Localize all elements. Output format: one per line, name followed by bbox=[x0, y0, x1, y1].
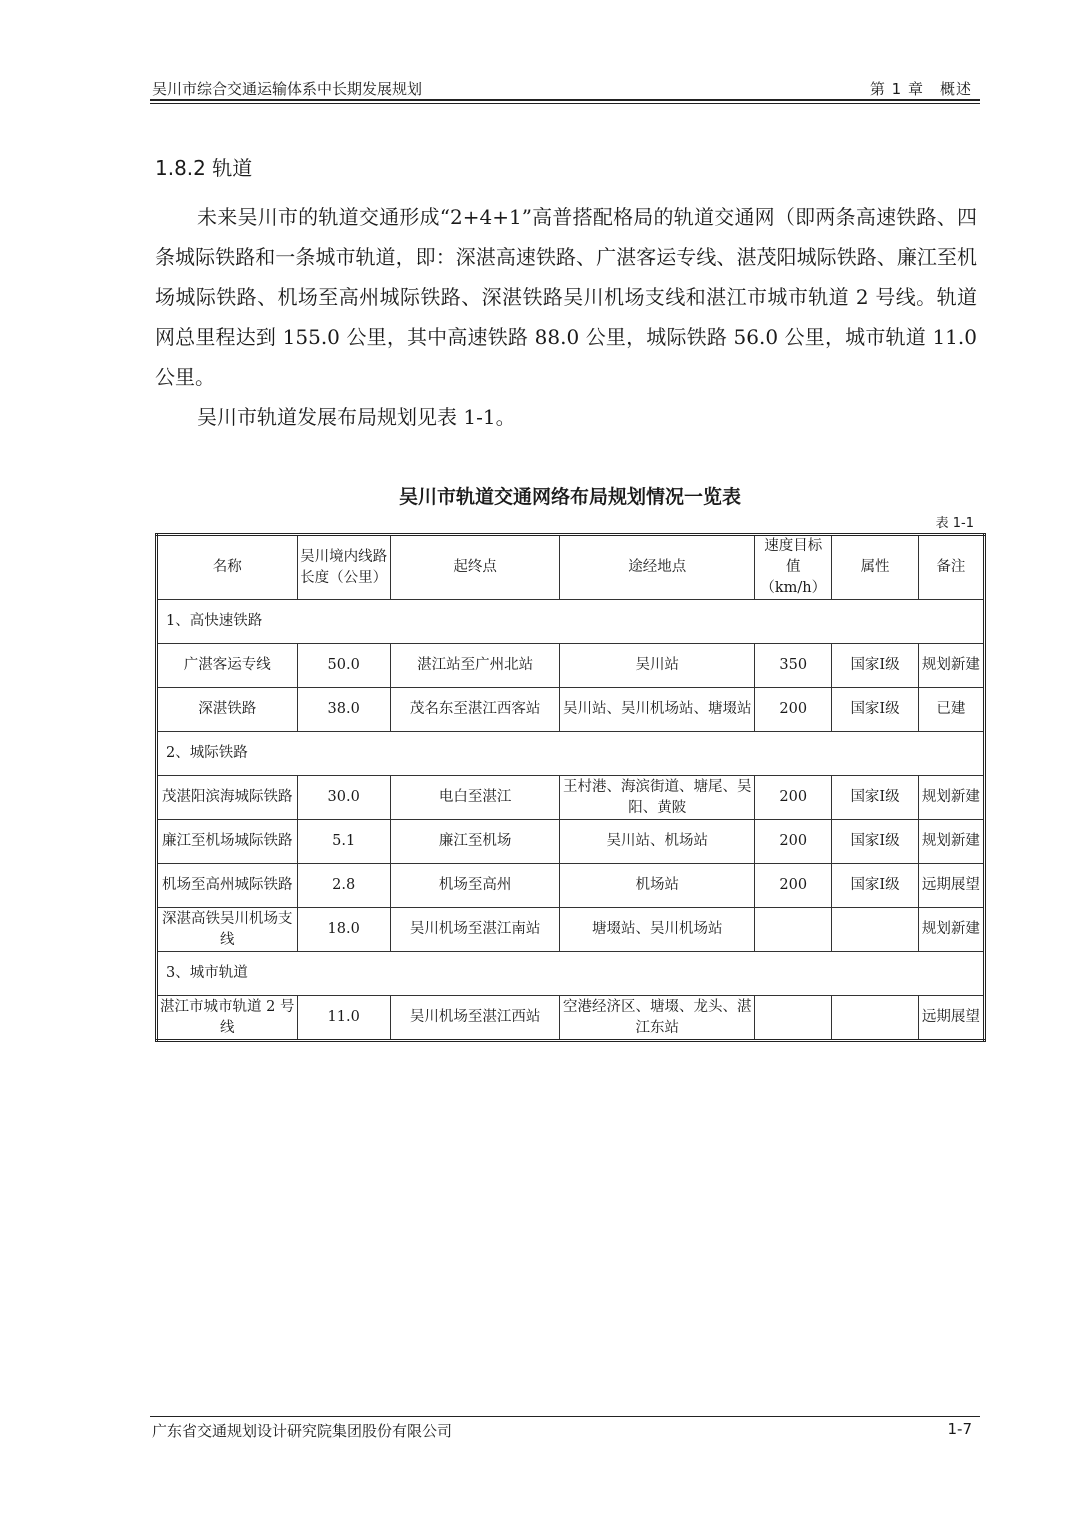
cell-attribute bbox=[832, 908, 918, 952]
cell-attribute bbox=[832, 996, 918, 1041]
chapter-label: 第 1 章 概述 bbox=[869, 80, 972, 98]
cell-speed bbox=[755, 996, 832, 1041]
page-number: 1-7 bbox=[947, 1420, 972, 1438]
rail-network-table bbox=[155, 533, 986, 1042]
cell-attribute: 国家Ⅰ级 bbox=[832, 776, 918, 820]
cell-endpoints: 吴川机场至湛江南站 bbox=[390, 908, 560, 952]
cell-note: 规划新建 bbox=[918, 644, 984, 688]
document-title: 吴川市综合交通运输体系中长期发展规划 bbox=[152, 80, 423, 98]
group-label: 3、城市轨道 bbox=[157, 952, 985, 996]
cell-length: 50.0 bbox=[297, 644, 390, 688]
cell-name: 廉江至机场城际铁路 bbox=[157, 820, 298, 864]
group-label: 1、高快速铁路 bbox=[157, 600, 985, 644]
page-header bbox=[150, 76, 980, 100]
group-row bbox=[157, 732, 985, 776]
cell-via: 空港经济区、塘㙍、龙头、湛江东站 bbox=[560, 996, 755, 1041]
cell-endpoints: 吴川机场至湛江西站 bbox=[390, 996, 560, 1041]
group-label: 2、城际铁路 bbox=[157, 732, 985, 776]
cell-via: 塘㙍站、吴川机场站 bbox=[560, 908, 755, 952]
cell-speed: 200 bbox=[755, 864, 832, 908]
header-name: 名称 bbox=[157, 535, 298, 600]
cell-length: 30.0 bbox=[297, 776, 390, 820]
cell-length: 18.0 bbox=[297, 908, 390, 952]
cell-speed: 200 bbox=[755, 820, 832, 864]
cell-endpoints: 廉江至机场 bbox=[390, 820, 560, 864]
cell-speed: 200 bbox=[755, 776, 832, 820]
cell-note: 规划新建 bbox=[918, 776, 984, 820]
cell-endpoints: 湛江站至广州北站 bbox=[390, 644, 560, 688]
table-row bbox=[157, 688, 985, 732]
header-rule bbox=[150, 99, 980, 101]
cell-via: 机场站 bbox=[560, 864, 755, 908]
header-rule-thin bbox=[150, 103, 980, 104]
cell-speed: 350 bbox=[755, 644, 832, 688]
table-header-row bbox=[157, 535, 985, 600]
header-endpoints: 起终点 bbox=[390, 535, 560, 600]
cell-endpoints: 电白至湛江 bbox=[390, 776, 560, 820]
cell-name: 茂湛阳滨海城际铁路 bbox=[157, 776, 298, 820]
cell-attribute: 国家Ⅰ级 bbox=[832, 644, 918, 688]
cell-note: 远期展望 bbox=[918, 864, 984, 908]
cell-note: 规划新建 bbox=[918, 820, 984, 864]
cell-speed: 200 bbox=[755, 688, 832, 732]
cell-name: 深湛铁路 bbox=[157, 688, 298, 732]
table-row bbox=[157, 864, 985, 908]
cell-attribute: 国家Ⅰ级 bbox=[832, 820, 918, 864]
cell-length: 11.0 bbox=[297, 996, 390, 1041]
cell-attribute: 国家Ⅰ级 bbox=[832, 688, 918, 732]
table-number: 表 1-1 bbox=[935, 516, 974, 531]
header-speed: 速度目标值（km/h） bbox=[755, 535, 832, 600]
cell-name: 机场至高州城际铁路 bbox=[157, 864, 298, 908]
table-row bbox=[157, 644, 985, 688]
group-row bbox=[157, 952, 985, 996]
cell-name: 广湛客运专线 bbox=[157, 644, 298, 688]
cell-via: 吴川站、吴川机场站、塘㙍站 bbox=[560, 688, 755, 732]
cell-via: 吴川站 bbox=[560, 644, 755, 688]
cell-length: 2.8 bbox=[297, 864, 390, 908]
table-row bbox=[157, 820, 985, 864]
cell-length: 38.0 bbox=[297, 688, 390, 732]
cell-endpoints: 茂名东至湛江西客站 bbox=[390, 688, 560, 732]
cell-speed bbox=[755, 908, 832, 952]
table-title: 吴川市轨道交通网络布局规划情况一览表 bbox=[398, 486, 741, 508]
cell-endpoints: 机场至高州 bbox=[390, 864, 560, 908]
table-row bbox=[157, 908, 985, 952]
body-paragraph: 吴川市轨道发展布局规划见表 1-1。 bbox=[197, 405, 516, 429]
cell-via: 吴川站、机场站 bbox=[560, 820, 755, 864]
header-via: 途经地点 bbox=[560, 535, 755, 600]
header-length: 吴川境内线路长度（公里） bbox=[297, 535, 390, 600]
page-footer bbox=[150, 1420, 980, 1442]
header-note: 备注 bbox=[918, 535, 984, 600]
cell-name: 湛江市城市轨道 2 号线 bbox=[157, 996, 298, 1041]
cell-name: 深湛高铁吴川机场支线 bbox=[157, 908, 298, 952]
cell-note: 规划新建 bbox=[918, 908, 984, 952]
table-row bbox=[157, 776, 985, 820]
table-row bbox=[157, 996, 985, 1041]
section-heading: 1.8.2 轨道 bbox=[155, 156, 253, 180]
group-row bbox=[157, 600, 985, 644]
cell-note: 远期展望 bbox=[918, 996, 984, 1041]
company-name: 广东省交通规划设计研究院集团股份有限公司 bbox=[152, 1422, 453, 1440]
cell-length: 5.1 bbox=[297, 820, 390, 864]
footer-rule bbox=[150, 1416, 980, 1417]
header-attribute: 属性 bbox=[832, 535, 918, 600]
cell-via: 王村港、海滨街道、塘尾、吴阳、黄陂 bbox=[560, 776, 755, 820]
cell-note: 已建 bbox=[918, 688, 984, 732]
cell-attribute: 国家Ⅰ级 bbox=[832, 864, 918, 908]
body-paragraph: 未来吴川市的轨道交通形成“2+4+1”高普搭配格局的轨道交通网（即两条高速铁路、四条城际铁路和一条城市轨道，即：深湛高速铁路、广湛客运专线、湛茂阳城际铁路、廉江至机场城际铁路、机场至高州城际铁路、深湛铁路吴川机场支线和湛江市城市轨道 2 号线。轨道网总里程达到 155.0 公里，其中高速铁路 88.0 公里，城际铁路 56.0 公里，城市轨道 11.0 公里。 bbox=[155, 205, 977, 389]
